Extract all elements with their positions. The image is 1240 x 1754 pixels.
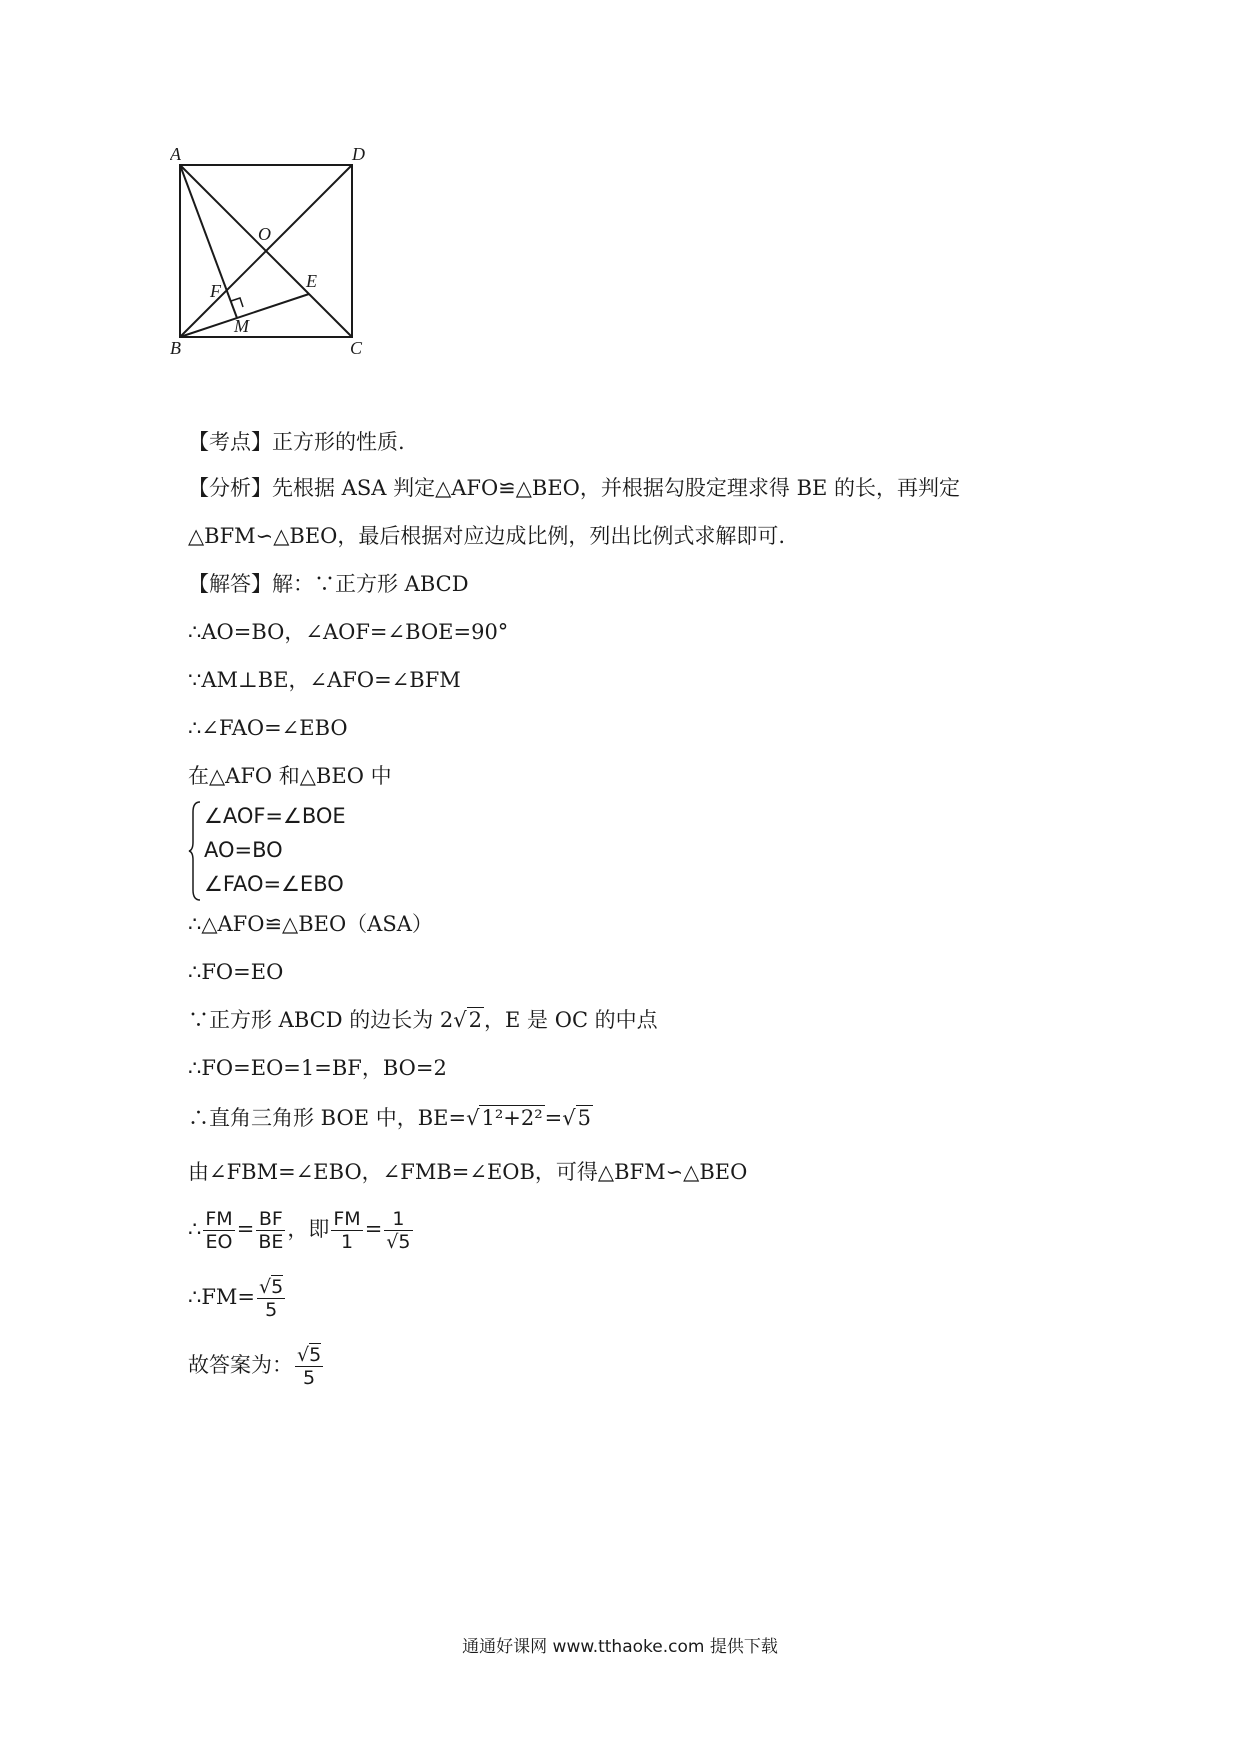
step-9-text: ∴直角三角形 BOE 中，BE= <box>188 1106 467 1130</box>
step-11 <box>188 1208 415 1253</box>
label-d: D <box>352 144 365 164</box>
step-12 <box>188 1276 287 1321</box>
step-1: ∴AO=BO，∠AOF=∠BOE=90° <box>188 620 509 644</box>
sqrt-5: √5 <box>562 1106 591 1130</box>
equals: = <box>544 1106 563 1130</box>
step-6: ∴FO=EO <box>188 960 284 984</box>
answer-label: 故答案为： <box>188 1353 293 1377</box>
kaodian-line: 【考点】正方形的性质. <box>188 430 405 454</box>
system-row-2: AO=BO <box>204 838 283 862</box>
fraction-bf-be: $\frac{BF}{BE}$ <box>258 1208 284 1253</box>
step-5: ∴△AFO≌△BEO（ASA） <box>188 912 433 936</box>
step-8: ∴FO=EO=1=BF，BO=2 <box>188 1056 447 1080</box>
label-o: O <box>258 224 271 244</box>
equals: = <box>364 1217 383 1241</box>
left-brace <box>188 800 202 902</box>
step-4: 在△AFO 和△BEO 中 <box>188 764 392 788</box>
step-9 <box>188 1104 593 1132</box>
fenxi-line-1: 【分析】先根据 ASA 判定△AFO≌△BEO，并根据勾股定理求得 BE 的长，再判定 <box>188 476 961 500</box>
label-c: C <box>350 338 363 358</box>
label-b: B <box>170 338 181 358</box>
answer-fraction: $\frac{√5}{5}$ <box>297 1344 322 1389</box>
namely: ，即 <box>287 1217 330 1241</box>
sqrt-2: √2 <box>453 1008 483 1032</box>
square-diagram <box>170 140 400 370</box>
fraction-1-sqrt5: $\frac{1}{√5}$ <box>386 1208 411 1253</box>
fraction-fm-1: $\frac{FM}{1}$ <box>333 1208 361 1253</box>
label-m: M <box>234 316 249 336</box>
equation-system <box>188 800 388 902</box>
label-f: F <box>210 281 221 301</box>
label-a: A <box>170 144 181 164</box>
equals: = <box>236 1217 255 1241</box>
fraction-fm-eo: $\frac{FM}{EO}$ <box>205 1208 233 1253</box>
fraction-sqrt5-5: $\frac{√5}{5}$ <box>259 1276 284 1321</box>
answer-line <box>188 1344 325 1389</box>
step-7 <box>188 1006 658 1034</box>
step-10: 由∠FBM=∠EBO，∠FMB=∠EOB，可得△BFM∽△BEO <box>188 1160 748 1184</box>
step-7-tail: ，E 是 OC 的中点 <box>484 1008 658 1032</box>
fm-equals: ∴FM= <box>188 1285 256 1309</box>
label-e: E <box>306 271 317 291</box>
system-row-3: ∠FAO=∠EBO <box>204 872 344 896</box>
fenxi-line-2: △BFM∽△BEO，最后根据对应边成比例，列出比例式求解即可. <box>188 524 786 548</box>
step-2: ∵AM⊥BE，∠AFO=∠BFM <box>188 668 461 692</box>
sqrt-sum: √1²+2² <box>466 1106 543 1130</box>
step-3: ∴∠FAO=∠EBO <box>188 716 348 740</box>
system-row-1: ∠AOF=∠BOE <box>204 804 346 828</box>
therefore: ∴ <box>188 1217 202 1241</box>
footer: 通通好课网 www.tthaoke.com 提供下载 <box>462 1637 778 1657</box>
segment-am <box>180 165 237 318</box>
jieda-line: 【解答】解：∵正方形 ABCD <box>188 572 469 596</box>
step-7-text: ∵正方形 ABCD 的边长为 2 <box>188 1008 454 1032</box>
